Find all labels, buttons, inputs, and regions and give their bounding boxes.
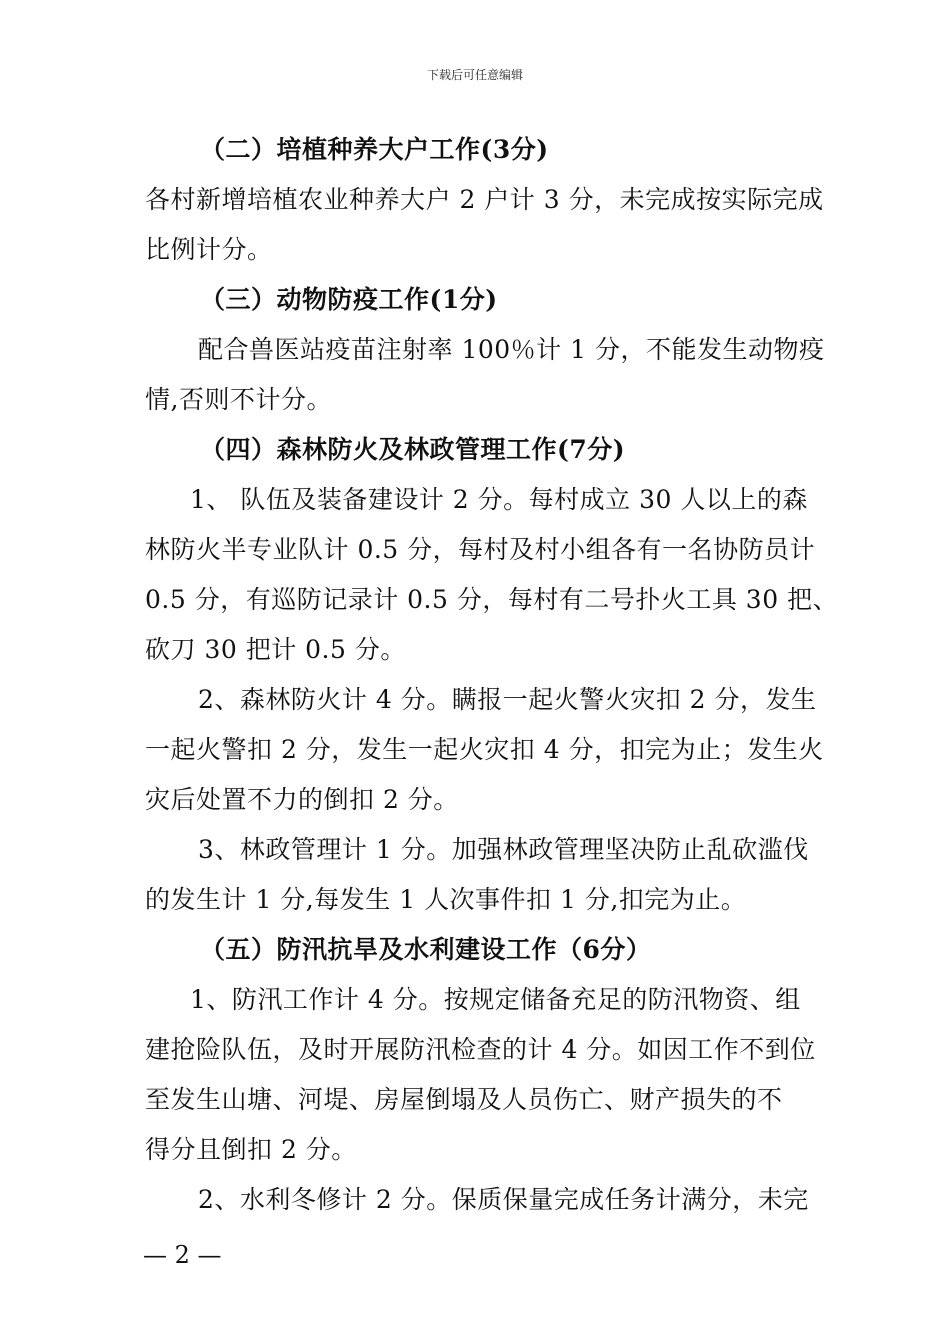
- paragraph-line: 比例计分。: [145, 235, 273, 264]
- paragraph-line: 各村新增培植农业种养大户 2 户计 3 分，未完成按实际完成: [145, 185, 824, 214]
- section-heading: （四）森林防火及林政管理工作(7分): [200, 435, 626, 464]
- paragraph-line: 灾后处置不力的倒扣 2 分。: [145, 785, 459, 814]
- page-number: — 2 —: [143, 1241, 222, 1269]
- paragraph-line: 至发生山塘、河堤、房屋倒塌及人员伤亡、财产损失的不: [145, 1085, 783, 1114]
- section-heading: （三）动物防疫工作(1分): [200, 285, 498, 314]
- paragraph-line: 配合兽医站疫苗注射率 100％计 1 分，不能发生动物疫: [198, 335, 825, 364]
- paragraph-line: 1、 队伍及装备建设计 2 分。每村成立 30 人以上的森: [190, 485, 808, 514]
- section-heading: （五）防汛抗旱及水利建设工作（6分）: [200, 935, 652, 964]
- section-heading: （二）培植种养大户工作(3分): [200, 135, 549, 164]
- paragraph-line: 林防火半专业队计 0.5 分，每村及村小组各有一名协防员计: [145, 535, 816, 564]
- paragraph-line: 一起火警扣 2 分，发生一起火灾扣 4 分，扣完为止；发生火: [145, 735, 824, 764]
- paragraph-line: 情,否则不计分。: [145, 385, 332, 414]
- paragraph-line: 的发生计 1 分,每发生 1 人次事件扣 1 分,扣完为止。: [145, 885, 747, 914]
- paragraph-line: 建抢险队伍，及时开展防汛检查的计 4 分。如因工作不到位: [145, 1035, 816, 1064]
- paragraph-line: 得分且倒扣 2 分。: [145, 1135, 357, 1164]
- paragraph-line: 2、水利冬修计 2 分。保质保量完成任务计满分，未完: [198, 1185, 809, 1214]
- paragraph-line: 3、林政管理计 1 分。加强林政管理坚决防止乱砍滥伐: [198, 835, 809, 864]
- paragraph-line: 0.5 分，有巡防记录计 0.5 分，每村有二号扑火工具 30 把、: [145, 585, 839, 614]
- paragraph-line: 砍刀 30 把计 0.5 分。: [145, 635, 406, 664]
- paragraph-line: 1、防汛工作计 4 分。按规定储备充足的防汛物资、组: [190, 985, 801, 1014]
- paragraph-line: 2、森林防火计 4 分。瞒报一起火警火灾扣 2 分，发生: [198, 685, 817, 714]
- header-note: 下载后可任意编辑: [426, 68, 523, 82]
